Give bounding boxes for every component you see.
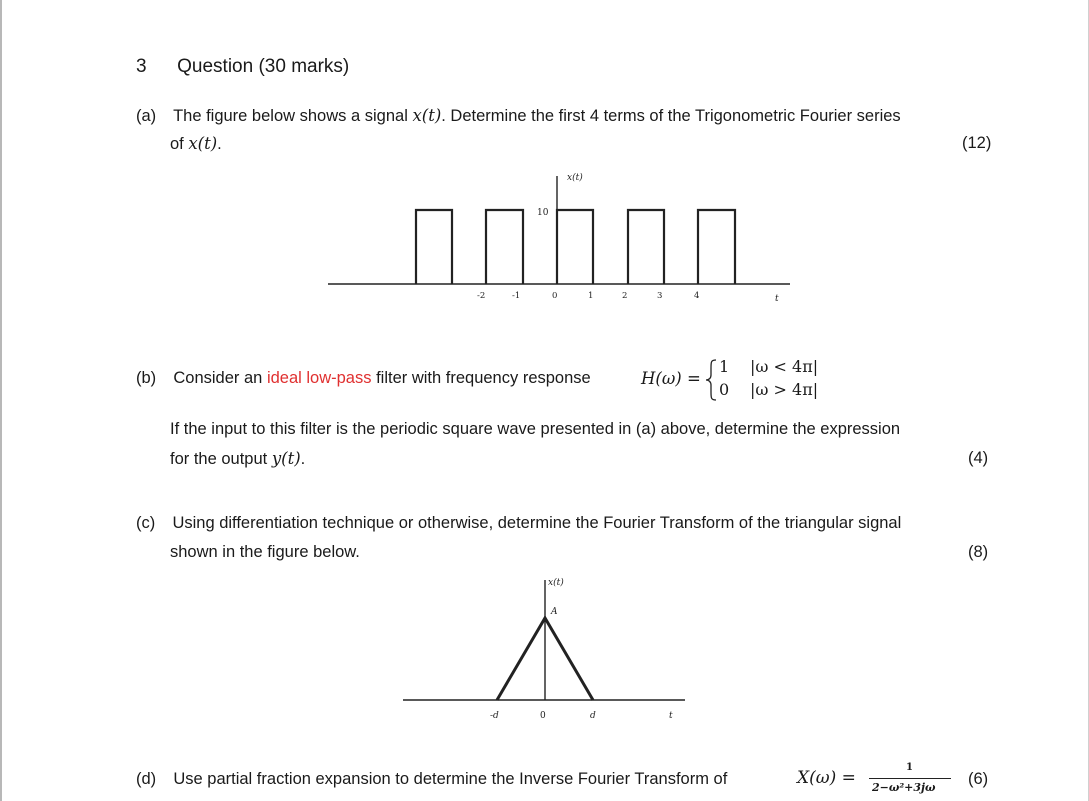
part-a-line2-symbol: x(t) — [188, 134, 218, 153]
fig1-tick: -2 — [477, 291, 486, 301]
part-a-line2-post: . — [217, 135, 222, 153]
question-heading — [136, 56, 349, 78]
fig1-ylabel: x(t) — [567, 173, 583, 183]
question-number: 3 — [136, 56, 147, 77]
fig1-tick: 0 — [552, 291, 558, 301]
fig1-amplitude-label: 10 — [537, 208, 549, 218]
fig1-xlabel: t — [775, 294, 779, 304]
pulse-5 — [698, 210, 735, 284]
part-a-label: (a) — [136, 107, 157, 125]
case1-value: 1 — [719, 357, 730, 376]
part-c-line1 — [136, 514, 901, 533]
part-b-line3-post: . — [300, 450, 306, 468]
case1-condition: |ω < 4π| — [750, 357, 819, 376]
fig2-tick: 0 — [540, 711, 546, 721]
part-a-line1 — [136, 106, 901, 126]
part-b-line3-pre: for the output — [170, 450, 268, 468]
fig2-tick: d — [590, 711, 596, 721]
pulse-4 — [628, 210, 664, 284]
fig2-peak-label: A — [551, 607, 558, 617]
part-b-line1 — [136, 369, 591, 388]
part-d-text: Use partial fraction expansion to determine the Inverse Fourier Transform of — [173, 770, 728, 788]
fig2-ylabel: x(t) — [548, 578, 564, 588]
part-a-line2 — [170, 134, 222, 154]
part-d-denominator: 2−ω²+3jω — [872, 781, 936, 794]
fig1-tick: 2 — [622, 291, 628, 301]
part-a-marks: (12) — [962, 134, 992, 152]
part-b-line3 — [170, 449, 305, 469]
part-b-line2: If the input to this filter is the periodic square wave presented in (a) above, determine the expression — [170, 420, 901, 438]
part-b-label: (b) — [136, 369, 157, 387]
pulse-3 — [557, 210, 593, 284]
part-d-marks: (6) — [968, 770, 989, 788]
part-b-red-text: ideal low-pass — [266, 369, 372, 387]
part-a-text-post: . Determine the first 4 terms of the Trigonometric Fourier series — [441, 107, 901, 125]
case2-value: 0 — [719, 380, 730, 399]
pulse-1 — [416, 210, 452, 284]
part-d-label: (d) — [136, 770, 157, 788]
part-d-numerator: 1 — [906, 762, 913, 773]
pulse-2 — [486, 210, 523, 284]
square-wave-figure — [320, 166, 800, 316]
fig1-tick: 1 — [588, 291, 594, 301]
fig2-xlabel: t — [669, 711, 673, 721]
part-a-line2-pre: of — [170, 135, 184, 153]
part-c-label: (c) — [136, 514, 156, 532]
case2-condition: |ω > 4π| — [750, 380, 819, 399]
fig2-tick: -d — [490, 711, 499, 721]
part-b-text-pre: Consider an — [173, 369, 263, 387]
part-c-text: Using differentiation technique or otherwise, determine the Fourier Transform of the triangular signal — [172, 514, 902, 532]
part-d-func: X(ω) = — [797, 768, 856, 788]
part-c-line2: shown in the figure below. — [170, 543, 360, 561]
part-a-text-pre: The figure below shows a signal — [173, 107, 408, 125]
part-b-text-post: filter with frequency response — [376, 369, 591, 387]
fraction-bar — [869, 778, 951, 779]
question-title: Question (30 marks) — [177, 56, 350, 77]
part-b-marks: (4) — [968, 449, 989, 467]
part-b-func: H(ω) = — [641, 369, 701, 388]
fig1-tick: -1 — [512, 291, 521, 301]
fig1-tick: 4 — [694, 291, 700, 301]
part-c-marks: (8) — [968, 543, 989, 561]
fig1-tick: 3 — [657, 291, 663, 301]
part-d-line1 — [136, 770, 727, 789]
cases-brace-icon — [705, 358, 719, 402]
part-a-signal-symbol: x(t) — [412, 106, 442, 125]
part-b-output-symbol: y(t) — [271, 449, 301, 468]
page-left-border — [0, 0, 2, 801]
triangle-figure — [395, 572, 695, 732]
